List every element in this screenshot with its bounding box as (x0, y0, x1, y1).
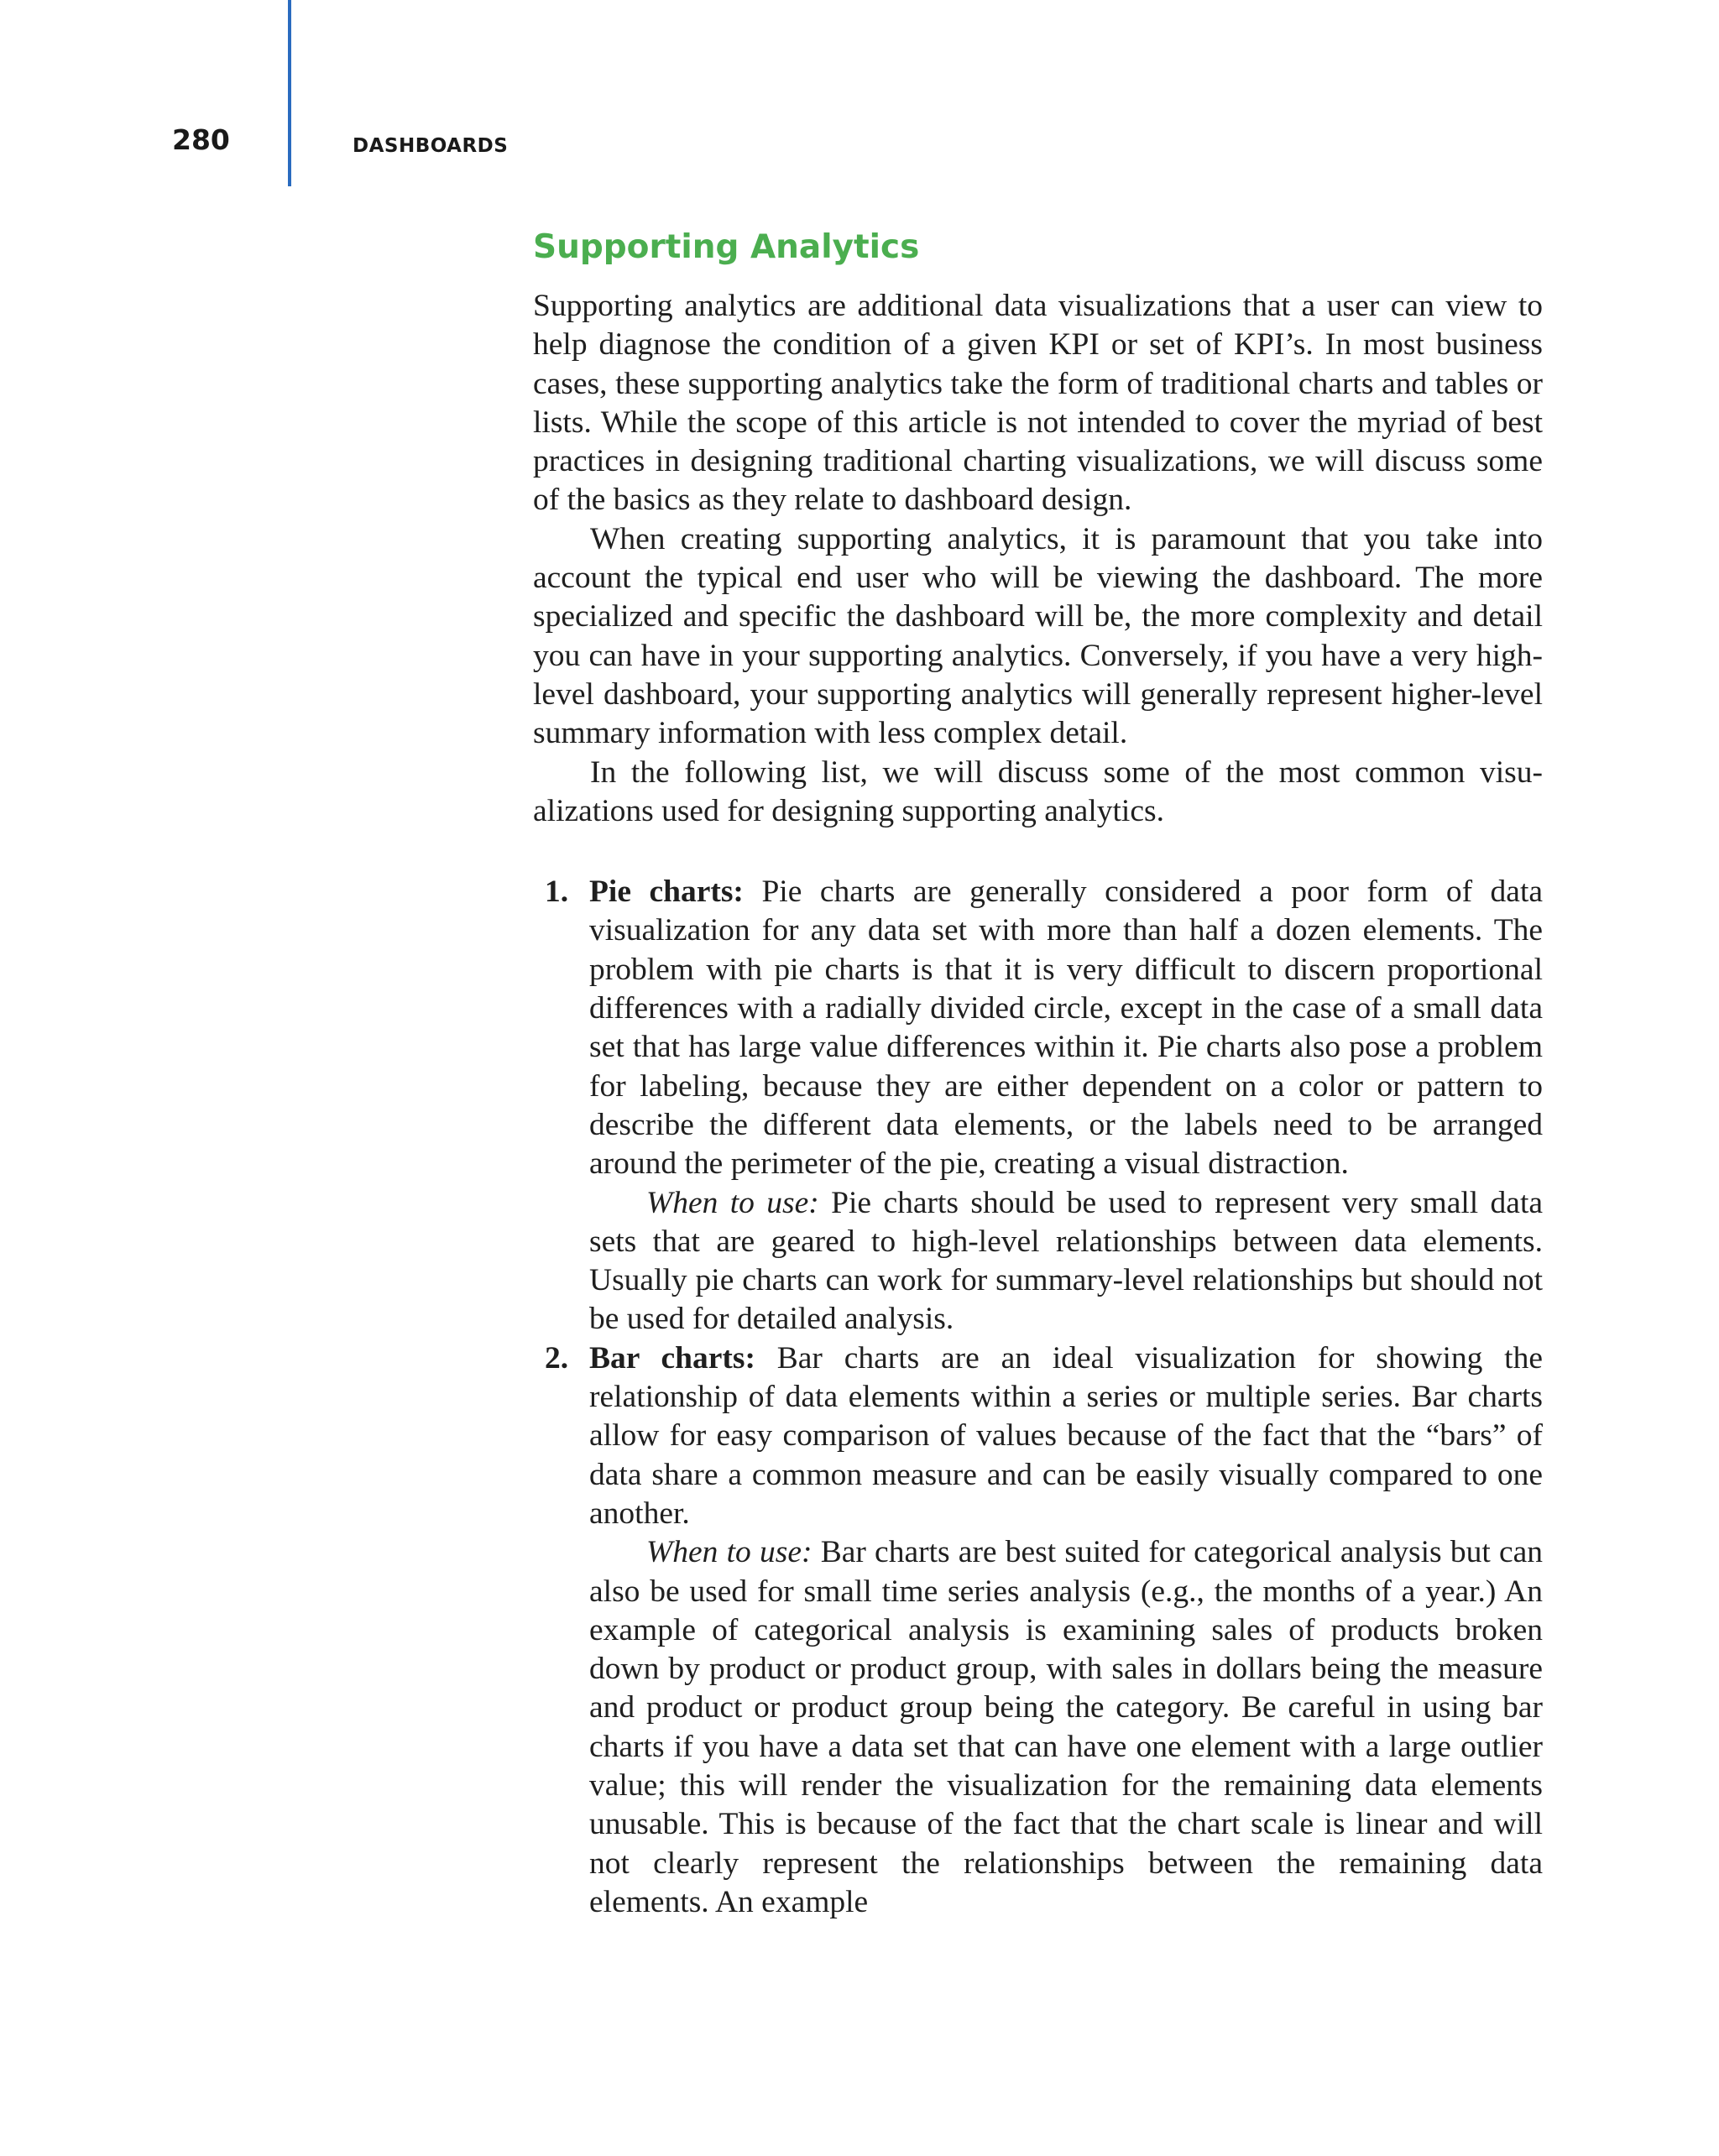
section-title: Supporting Analytics (533, 228, 920, 266)
list-item-bar-charts (533, 1339, 1543, 1922)
visualization-list (533, 873, 1543, 1922)
header-rule (288, 0, 291, 186)
list-item-pie-charts (533, 873, 1543, 1339)
running-head: DASHBOARDS (353, 135, 509, 157)
when-to-use-paragraph (589, 1533, 1543, 1922)
when-to-use-label: When to use: (646, 1185, 819, 1220)
list-item-text: Bar charts are an ideal visualization for showing the relationship of data elements within a series or multiple series. Bar charts allow for easy comparison of values because of the fact that the “bars” of data share a common measure and can be easily visually compared to one another. (589, 1340, 1543, 1531)
when-to-use-label: When to use: (646, 1535, 812, 1570)
list-item-text: Pie charts are generally considered a poor form of data visualization for any data set with more than half a dozen elements. The problem with pie charts is that it is very difficult to discern proportional differences with a radially divided circle, except in the case of a small data set that has large value differences within it. Pie charts also pose a problem for labeling, because they are either dependent on a color or pattern to describe the different data elements, or the labels need to be arranged around the perimeter of the pie, creating a visual distraction. (589, 874, 1544, 1182)
paragraph-3: In the following list, we will discuss some of the most common visualizations used for designing supporting analytics. (533, 754, 1543, 828)
list-number: 1. (545, 874, 569, 910)
page-number: 280 (172, 123, 230, 156)
paragraph-2: When creating supporting analytics, it is paramount that you take into account the typical end user who will be viewing the dashboard. The more specialized and specific the dashboard will be, the more complexity and detail you can have in your supporting analytics. Conversely, if you have a very high-level dashboard, your supporting analytics will generally represent higher-level summary information with less complex detail. (533, 521, 1543, 751)
paragraph-1: Supporting analytics are additional data visualizations that a user can view to help diagnose the condition of a given KPI or set of KPI’s. In most business cases, these supporting analytics take the form of traditional charts and tables or lists. While the scope of this article is not intended to cover the myriad of best practices in designing traditional charting visualizations, we will discuss some of the basics as they relate to dashboard design. (533, 289, 1543, 518)
list-item-description (589, 1339, 1543, 1533)
list-item-term: Bar charts: (589, 1340, 755, 1376)
page-content (533, 227, 1543, 1922)
when-to-use-paragraph (589, 1184, 1543, 1339)
list-item-description (589, 873, 1543, 1183)
when-to-use-text: Bar charts are best suited for categorical analysis but can also be used for small time series analysis (e.g., the months of a year.) An example of categorical analysis is examining sales of products broken down by product or product group, with sales in dollars being the measure and product or product group being the category. Be careful in using bar charts if you have a data set that can have one element with a large outlier value; this will render the visualization for the remaining data elements unusable. This is because of the fact that the chart scale is linear and will not clearly represent the relationships between the remaining data elements. An example (589, 1535, 1544, 1919)
list-number: 2. (545, 1340, 569, 1376)
list-item-term: Pie charts: (589, 874, 744, 910)
when-to-use-text: Pie charts should be used to represent very small data sets that are geared to high-level relationships between data elements. Usually pie charts can work for summary-level relationships but should not be used for detailed analysis. (589, 1185, 1544, 1337)
